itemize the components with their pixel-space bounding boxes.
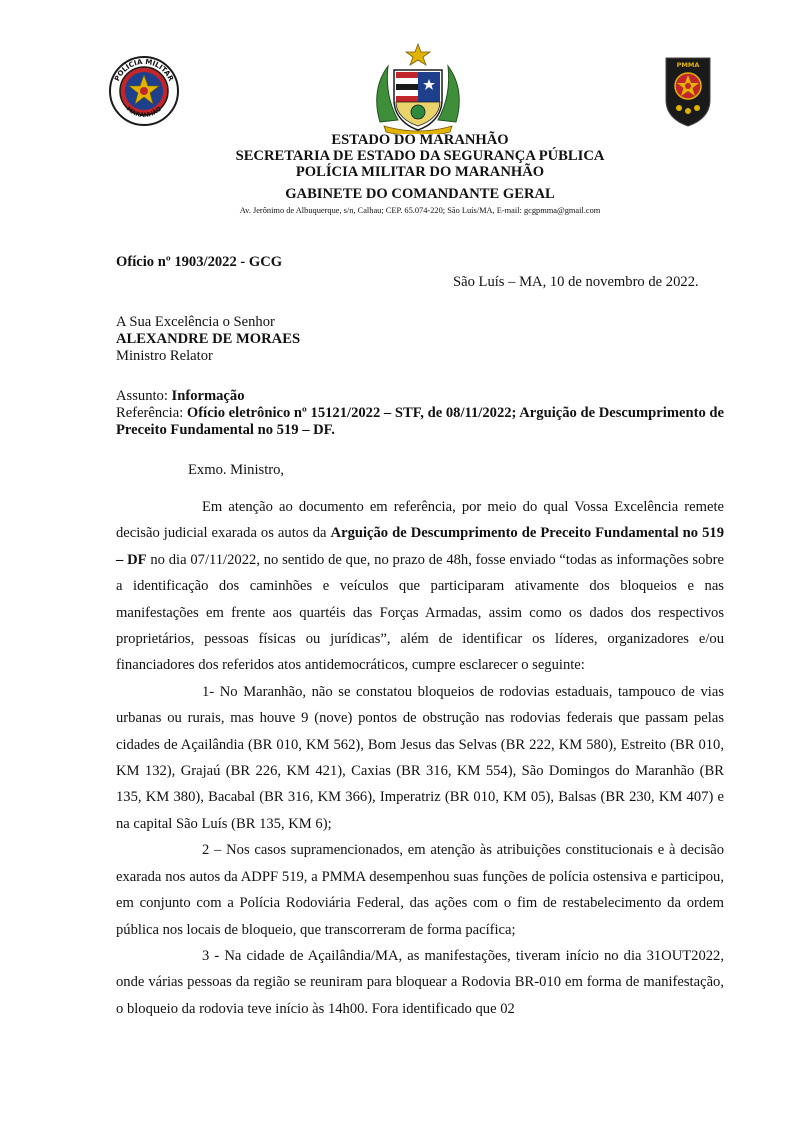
letter-number: Ofício nº 1903/2022 - GCG	[116, 254, 283, 270]
badge-text: PMMA	[676, 61, 700, 69]
place-date: São Luís – MA, 10 de novembro de 2022.	[453, 274, 699, 290]
header-cabinet: GABINETE DO COMANDANTE GERAL	[285, 186, 555, 202]
letter-body	[116, 494, 724, 1022]
paragraph-1	[116, 494, 724, 679]
svg-text:POLÍCIA MILITAR	[113, 58, 175, 83]
seal-bottom-text: MARANHÃO	[124, 105, 164, 120]
svg-text:MARANHÃO	[125, 106, 163, 120]
p1-text-c: no dia 07/11/2022, no sentido de que, no prazo de 48h, fosse enviado “todas as informações sobre a identificação dos caminhões e veículos que participaram ativamente dos bloqueios e nas manifestações em frente aos quartéis das Forças Armadas, assim como os dados dos respectivos proprietários, pessoas físicas ou jurídicas”, além de identificar os líderes, organizadores e/ou financiadores dos referidos atos antidemocráticos, cumpre esclarecer o seguinte:	[116, 551, 724, 674]
paragraph-4: 3 - Na cidade de Açailândia/MA, as manifestações, tiveram início no dia 31OUT2022, onde várias pessoas da região se reuniram para bloquear a Rodovia BR-010 em forma de manifestação, o bloqueio da rodovia teve início às 14h00. Fora identificado que 02	[116, 947, 724, 1017]
paragraph-3: 2 – Nos casos supramencionados, em atenção às atribuições constitucionais e à decisão exarada nos autos da ADPF 519, a PMMA desempenhou suas funções de polícia ostensiva e participou, em conjunto com a Polícia Rodoviária Federal, das ações com o fim de restabelecimento da ordem pública nos locais de bloqueio, que transcorreram de forma pacífica;	[116, 842, 724, 938]
subject-label: Assunto:	[116, 388, 172, 404]
pmma-badge-logo	[664, 56, 712, 128]
seal-top-text: POLÍCIA MILITAR	[113, 57, 175, 83]
recipient-salutation: A Sua Excelência o Senhor	[116, 314, 275, 330]
pmma-seal-logo	[108, 55, 180, 127]
subject-value: Informação	[171, 388, 245, 404]
state-coat-of-arms-logo	[370, 42, 466, 134]
header-secretariat: SECRETARIA DE ESTADO DA SEGURANÇA PÚBLICA	[235, 148, 605, 164]
header-address: Av. Jerônimo de Albuquerque, s/n, Calhau; CEP. 65.074-220; São Luís/MA, E-mail: gcgpmma@gmail.com	[239, 206, 601, 215]
greeting: Exmo. Ministro,	[188, 462, 285, 478]
recipient-role: Ministro Relator	[116, 348, 213, 364]
p1-text-bold: Arguição de Descumprimento de Preceito Fundamental no 519 – DF	[116, 525, 724, 568]
subject-line	[116, 388, 245, 405]
reference-value: Ofício eletrônico nº 15121/2022 – STF, de 08/11/2022; Arguição de Descumprimento de Preceito Fundamental no 519 – DF.	[116, 405, 724, 438]
reference-label: Referência:	[116, 405, 187, 421]
recipient-name: ALEXANDRE DE MORAES	[116, 331, 301, 347]
paragraph-2: 1- No Maranhão, não se constatou bloqueios de rodovias estaduais, tampouco de vias urbanas ou rurais, mas houve 9 (nove) pontos de obstrução nas rodovias federais que passam pelas cidades de Açailândia (BR 010, KM 562), Bom Jesus das Selvas (BR 222, KM 580), Estreito (BR 010, KM 132), Grajaú (BR 226, KM 421), Caxias (BR 316, KM 554), São Domingos do Maranhão (BR 135, KM 380), Bacabal (BR 316, KM 366), Imperatriz (BR 010, KM 05), Balsas (BR 230, KM 407) e na capital São Luís (BR 135, KM 6);	[116, 683, 724, 832]
reference-block	[116, 405, 724, 439]
header-state: ESTADO DO MARANHÃO	[331, 132, 509, 148]
p1-text-a: Em atenção ao documento em referência, por meio do qual Vossa Excelência remete decisão judicial exarada os autos da	[116, 499, 724, 542]
header-police: POLÍCIA MILITAR DO MARANHÃO	[295, 164, 545, 180]
